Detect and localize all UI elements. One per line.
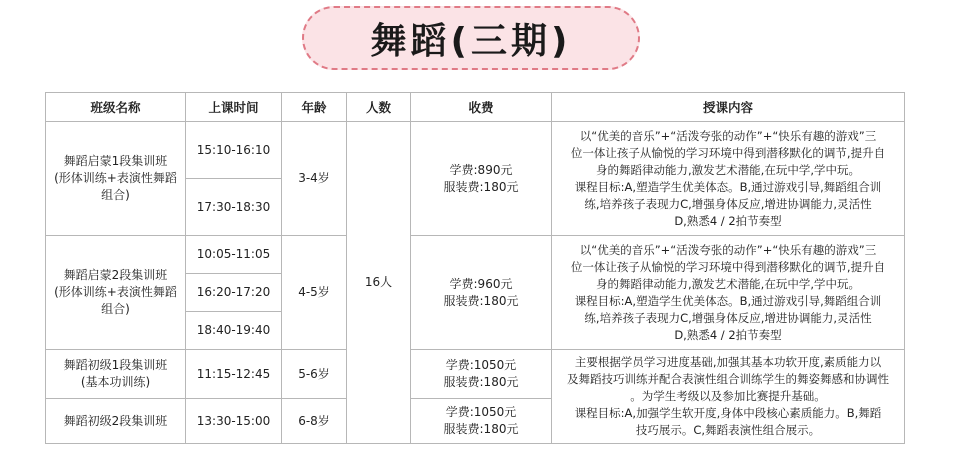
people-cell: 16人 [347,122,411,444]
col-header-content: 授课内容 [552,93,905,122]
content-cell: 以“优美的音乐”+“活泼夸张的动作”+“快乐有趣的游戏”三 位一体让孩子从愉悦的学习环境中得到潜移默化的调节,提升自 身的舞蹈律动能力,激发艺术潜能,在玩中学,学中玩。 课程目标:A,塑造学生优美体态。B,通过游戏引导,舞蹈组合训 练,培养孩子表现力C,增强身体反应,增进协调能力,灵活性 D,熟悉4 / 2拍节奏型 [552,122,905,236]
col-header-age: 年龄 [282,93,347,122]
costume-fee: 服装费:180元 [443,293,519,308]
class-time: 17:30-18:30 [186,179,282,236]
table-row [46,122,905,179]
col-header-fee: 收费 [411,93,552,122]
content-cell: 主要根据学员学习进度基础,加强其基本功软开度,素质能力以 及舞蹈技巧训练并配合表演性组合训练学生的舞姿舞感和协调性 。为学生考级以及参加比赛提升基础。 课程目标:A,加强学生软开度,身体中段核心素质能力。B,舞蹈 技巧展示。C,舞蹈表演性组合展示。 [552,350,905,444]
content-cell: 以“优美的音乐”+“活泼夸张的动作”+“快乐有趣的游戏”三 位一体让孩子从愉悦的学习环境中得到潜移默化的调节,提升自 身的舞蹈律动能力,激发艺术潜能,在玩中学,学中玩。 课程目标:A,塑造学生优美体态。B,通过游戏引导,舞蹈组合训 练,培养孩子表现力C,增强身体反应,增进协调能力,灵活性 D,熟悉4 / 2拍节奏型 [552,236,905,350]
tuition-fee: 学费:1050元 [445,358,517,372]
table-row [46,350,905,399]
col-header-people: 人数 [347,93,411,122]
fee-cell [411,236,552,350]
class-time: 10:05-11:05 [186,236,282,274]
tuition-fee: 学费:1050元 [445,405,517,419]
class-time: 11:15-12:45 [186,350,282,399]
age-cell: 6-8岁 [282,399,347,444]
tuition-fee: 学费:890元 [449,162,513,177]
age-cell: 4-5岁 [282,236,347,350]
header-row [46,93,905,122]
class-name-cell: 舞蹈初级2段集训班 [46,399,186,444]
class-time: 18:40-19:40 [186,312,282,350]
col-header-time: 上课时间 [186,93,282,122]
table-row [46,236,905,274]
tuition-fee: 学费:960元 [449,276,513,291]
costume-fee: 服装费:180元 [443,422,519,436]
class-name-cell: 舞蹈启蒙1段集训班 (形体训练+表演性舞蹈 组合) [46,122,186,236]
fee-cell [411,122,552,236]
col-header-class-name: 班级名称 [46,93,186,122]
class-time: 15:10-16:10 [186,122,282,179]
page-title: 舞蹈(三期) [370,20,572,62]
class-name-cell: 舞蹈初级1段集训班 (基本功训练) [46,350,186,399]
class-time: 13:30-15:00 [186,399,282,444]
fee-cell [411,350,552,399]
fee-cell [411,399,552,444]
class-name-cell: 舞蹈启蒙2段集训班 (形体训练+表演性舞蹈 组合) [46,236,186,350]
age-cell: 3-4岁 [282,122,347,236]
class-time: 16:20-17:20 [186,274,282,312]
age-cell: 5-6岁 [282,350,347,399]
costume-fee: 服装费:180元 [443,179,519,194]
costume-fee: 服装费:180元 [443,375,519,389]
schedule-table [45,92,905,444]
title-badge [302,6,640,70]
